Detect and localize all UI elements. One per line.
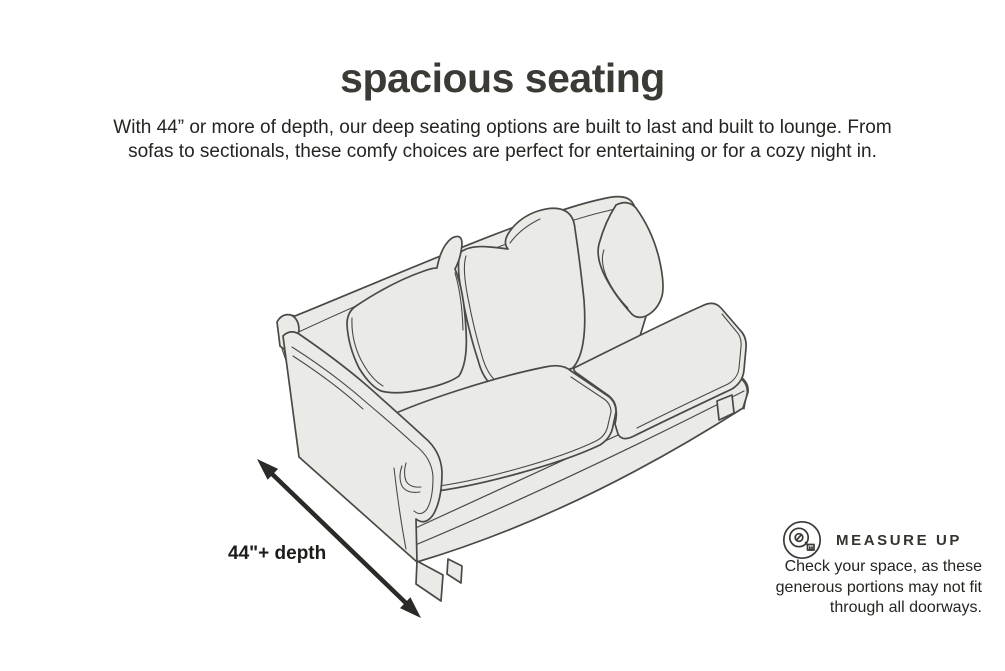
pillow-left [347, 236, 466, 392]
depth-dimension-label: 44"+ depth [228, 543, 327, 564]
tape-measure-icon [782, 520, 822, 560]
measure-up-note-line-2: generous portions may not fit [775, 578, 982, 596]
measure-up-note [760, 557, 982, 619]
measure-up-heading: MEASURE UP [836, 532, 963, 549]
intro-line-2: sofas to sectionals, these comfy choices are perfect for entertaining or for a cozy night in. [128, 140, 877, 162]
intro-line-1: With 44” or more of depth, our deep seating options are built to last and built to lounge. From [113, 117, 892, 138]
sofa-front-feet [416, 559, 462, 601]
sofa-foot-front-left [416, 561, 443, 601]
page-title: spacious seating [340, 55, 665, 101]
measure-up-header [760, 518, 982, 558]
sofa-foot-front-inner [447, 559, 462, 583]
measure-up-note-line-1: Check your space, as these [784, 558, 982, 575]
measure-up-note-line-3: through all doorways. [829, 599, 982, 616]
